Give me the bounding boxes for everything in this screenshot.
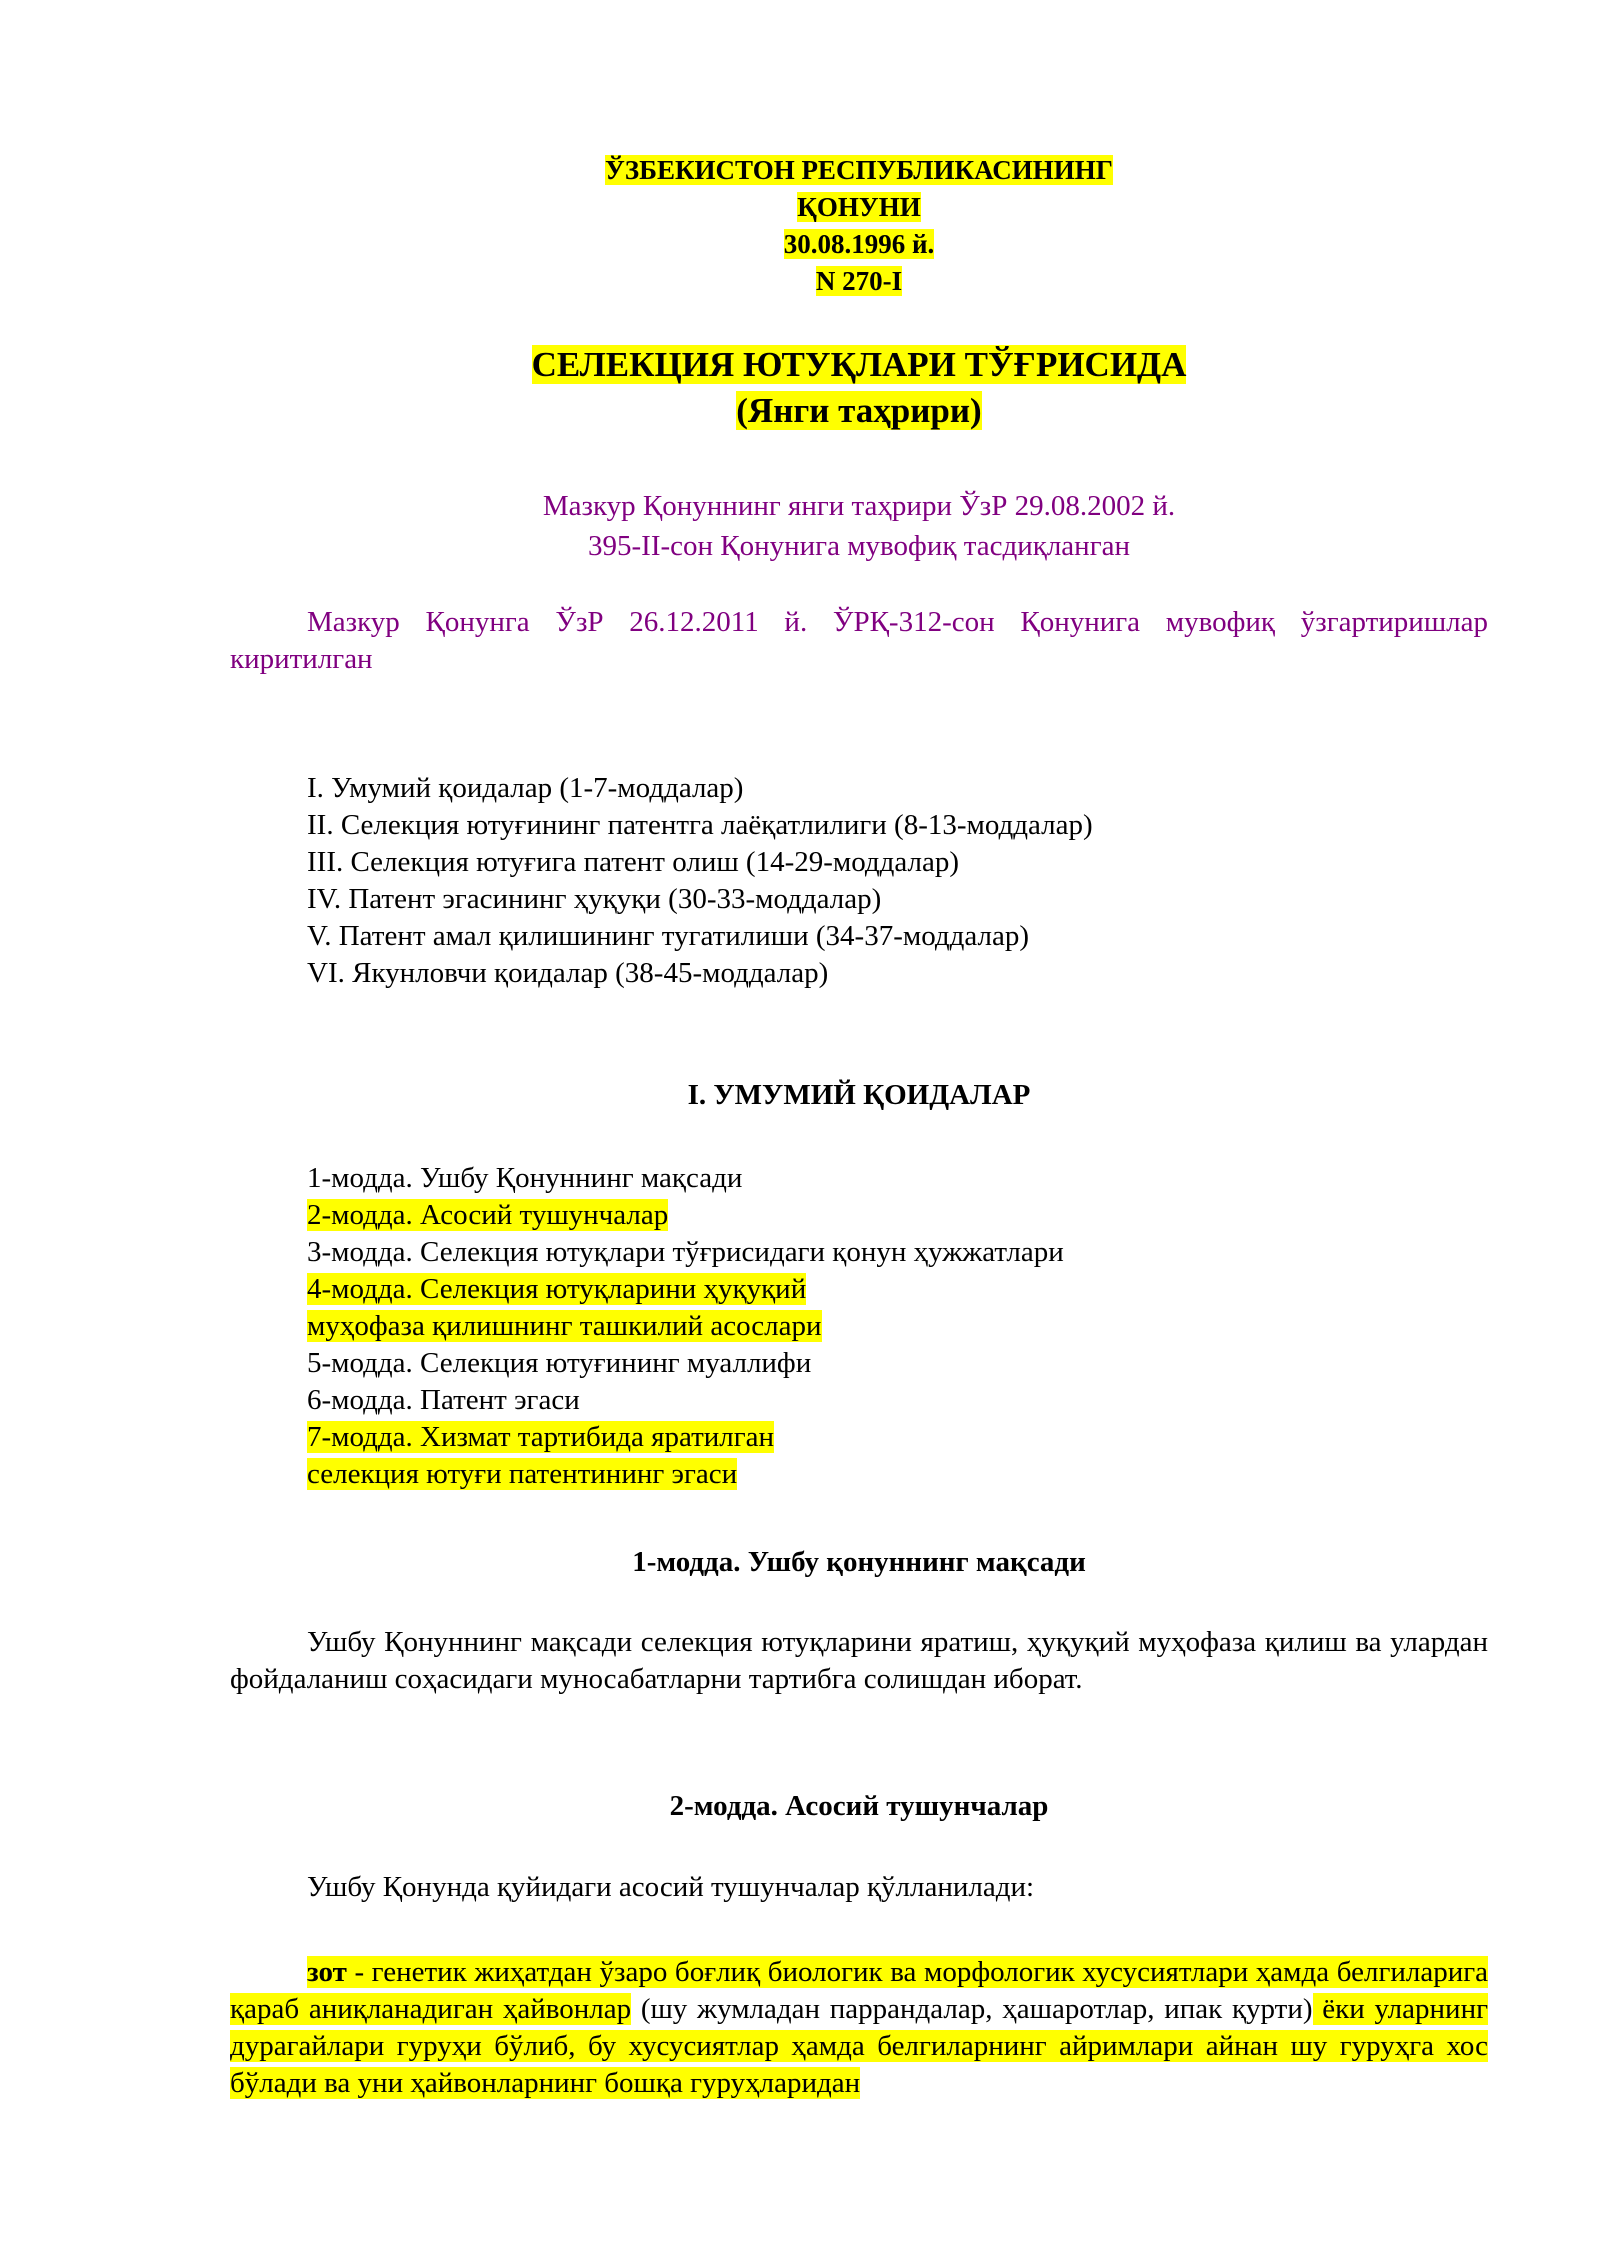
article-2-heading: 2-модда. Асосий тушунчалар (669, 1790, 1049, 1822)
toc-item: II. Селекция ютуғининг патентга лаёқатлилиги (8-13-моддалар) (307, 809, 1093, 841)
definition-part-2: (шу жумладан паррандалар, ҳашаротлар, ипак қурти) (631, 1993, 1313, 2025)
article-list-item: 7-модда. Хизмат тартибида яратилган (307, 1421, 775, 1453)
law-title (230, 342, 1488, 434)
article-list-item: 5-модда. Селекция ютуғининг муаллифи (307, 1347, 812, 1379)
definition-part-3: ёки уларнинг дурагайлари гуруҳи бўлиб, бу хусусиятлар ҳамда белгиларнинг айримлари айнан шу гуруҳга хос бўлади ва уни ҳайвонларнинг бошқа гуруҳларидан (230, 1993, 1488, 2099)
header-line-number: N 270-I (815, 266, 903, 296)
article-list-item: 6-модда. Патент эгаси (307, 1384, 580, 1416)
edition-note (230, 486, 1488, 566)
article-1-text (230, 1624, 1488, 1698)
article-list-item: селекция ютуғи патентининг эгаси (307, 1458, 738, 1490)
edition-note-line1: Мазкур Қонуннинг янги таҳрири ЎзР 29.08.2002 й. (542, 490, 1176, 522)
article-1-heading: 1-модда. Ушбу қонуннинг мақсади (632, 1546, 1086, 1578)
header-line-date: 30.08.1996 й. (783, 229, 935, 259)
toc-item: IV. Патент эгасининг ҳуқуқи (30-33-моддалар) (307, 883, 882, 915)
article-1-body: Ушбу Қонуннинг мақсади селекция ютуқларини яратиш, ҳуқуқий муҳофаза қилиш ва улардан фойдаланиш соҳасидаги муносабатларни тартибга солишдан иборат. (230, 1626, 1488, 1695)
article-2-definition (230, 1954, 1488, 2102)
title-main: СЕЛЕКЦИЯ ЮТУҚЛАРИ ТЎҒРИСИДА (531, 345, 1187, 384)
header-line-law: ҚОНУНИ (797, 192, 921, 222)
article-list-item: 3-модда. Селекция ютуқлари тўғрисидаги қонун ҳужжатлари (307, 1236, 1064, 1268)
toc-item: VI. Якунловчи қоидалар (38-45-моддалар) (307, 957, 829, 989)
amendment-note-text: Мазкур Қонунга ЎзР 26.12.2011 й. ЎРҚ-312-сон Қонунига мувофиқ ўзгартиришлар киритилган (230, 606, 1488, 675)
section-heading: I. УМУМИЙ ҚОИДАЛАР (687, 1079, 1031, 1111)
law-header (230, 152, 1488, 300)
toc-item: V. Патент амал қилишининг тугатилиши (34-37-моддалар) (307, 920, 1029, 952)
article-2-intro (230, 1869, 1488, 1906)
title-edition: (Янги таҳрири) (736, 391, 982, 430)
toc-item: III. Селекция ютуғига патент олиш (14-29-моддалар) (307, 846, 960, 878)
article-list (307, 1160, 1064, 1493)
article-list-item: муҳофаза қилишнинг ташкилий асослари (307, 1310, 822, 1342)
edition-note-line2: 395-II-сон Қонунига мувофиқ тасдиқланган (588, 530, 1130, 562)
definition-part-1: - генетик жиҳатдан ўзаро боғлиқ биологик ва морфологик хусусиятлари ҳамда белгиларига қараб аниқланадиган ҳайвонлар (230, 1956, 1488, 2025)
table-of-contents (307, 770, 1093, 992)
header-line-country: ЎЗБЕКИСТОН РЕСПУБЛИКАСИНИНГ (605, 155, 1113, 185)
amendment-note (230, 604, 1488, 678)
definition-term: зот (307, 1956, 347, 1988)
article-list-item: 2-модда. Асосий тушунчалар (307, 1199, 669, 1231)
toc-item: I. Умумий қоидалар (1-7-моддалар) (307, 772, 744, 804)
article-2-intro-text: Ушбу Қонунда қуйидаги асосий тушунчалар қўлланилади: (307, 1871, 1035, 1903)
article-list-item: 4-модда. Селекция ютуқларини ҳуқуқий (307, 1273, 807, 1305)
article-list-item: 1-модда. Ушбу Қонуннинг мақсади (307, 1162, 743, 1194)
